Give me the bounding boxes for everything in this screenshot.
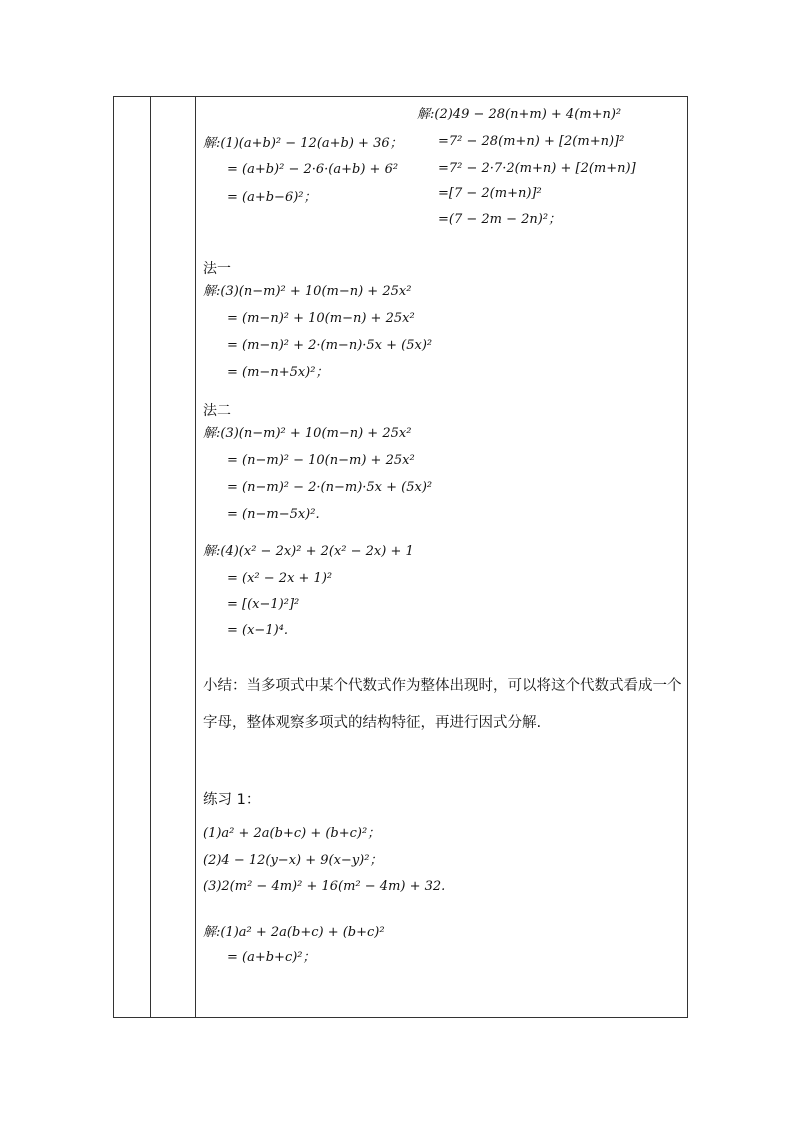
- method-1-title: 法一: [203, 261, 231, 277]
- method-1-line-2: = (m−n)² + 10(m−n) + 25x²: [227, 311, 415, 326]
- solution-4-line-4: = (x−1)⁴.: [227, 623, 289, 638]
- method-1-line-3: = (m−n)² + 2·(m−n)·5x + (5x)²: [227, 338, 433, 353]
- solution-2-line-5: =(7 − 2m − 2n)²；: [438, 212, 562, 227]
- exercise-problem-3: (3)2(m² − 4m)² + 16(m² − 4m) + 32.: [203, 879, 446, 894]
- exercise-solution-line-2: = (a+b+c)²；: [227, 950, 316, 965]
- method-2-line-4: = (n−m−5x)².: [227, 507, 320, 522]
- solution-1-line-3: = (a+b−6)²；: [227, 190, 317, 205]
- solution-2-line-2: =7² − 28(m+n) + [2(m+n)]²: [438, 134, 625, 149]
- solution-2-line-4: =[7 − 2(m+n)]²: [438, 186, 542, 201]
- method-1-line-1: 解:(3)(n−m)² + 10(m−n) + 25x²: [203, 284, 412, 299]
- method-2-line-3: = (n−m)² − 2·(n−m)·5x + (5x)²: [227, 480, 433, 495]
- solution-4-line-1: 解:(4)(x² − 2x)² + 2(x² − 2x) + 1: [203, 544, 414, 559]
- exercise-title: 练习 1：: [203, 792, 261, 808]
- method-2-line-2: = (n−m)² − 10(n−m) + 25x²: [227, 453, 415, 468]
- exercise-problem-2: (2)4 − 12(y−x) + 9(x−y)²；: [203, 853, 383, 868]
- solution-4-line-3: = [(x−1)²]²: [227, 597, 300, 612]
- solution-1-line-1: 解:(1)(a+b)² − 12(a+b) + 36；: [203, 136, 403, 151]
- solution-4-line-2: = (x² − 2x + 1)²: [227, 571, 333, 586]
- summary-paragraph: 小结：当多项式中某个代数式作为整体出现时，可以将这个代数式看成一个字母，整体观察多项式的结构特征，再进行因式分解.: [203, 678, 682, 731]
- exercise-solution-line-1: 解:(1)a² + 2a(b+c) + (b+c)²: [203, 925, 385, 940]
- method-2-title: 法二: [203, 403, 231, 419]
- method-1-line-4: = (m−n+5x)²；: [227, 365, 329, 380]
- method-2-line-1: 解:(3)(n−m)² + 10(m−n) + 25x²: [203, 426, 412, 441]
- solution-2-line-3: =7² − 2·7·2(m+n) + [2(m+n)]: [438, 161, 636, 176]
- solution-1-line-2: = (a+b)² − 2·6·(a+b) + 6²: [227, 162, 399, 177]
- solution-2-line-1: 解:(2)49 − 28(n+m) + 4(m+n)²: [417, 107, 622, 122]
- exercise-problem-1: (1)a² + 2a(b+c) + (b+c)²；: [203, 826, 381, 841]
